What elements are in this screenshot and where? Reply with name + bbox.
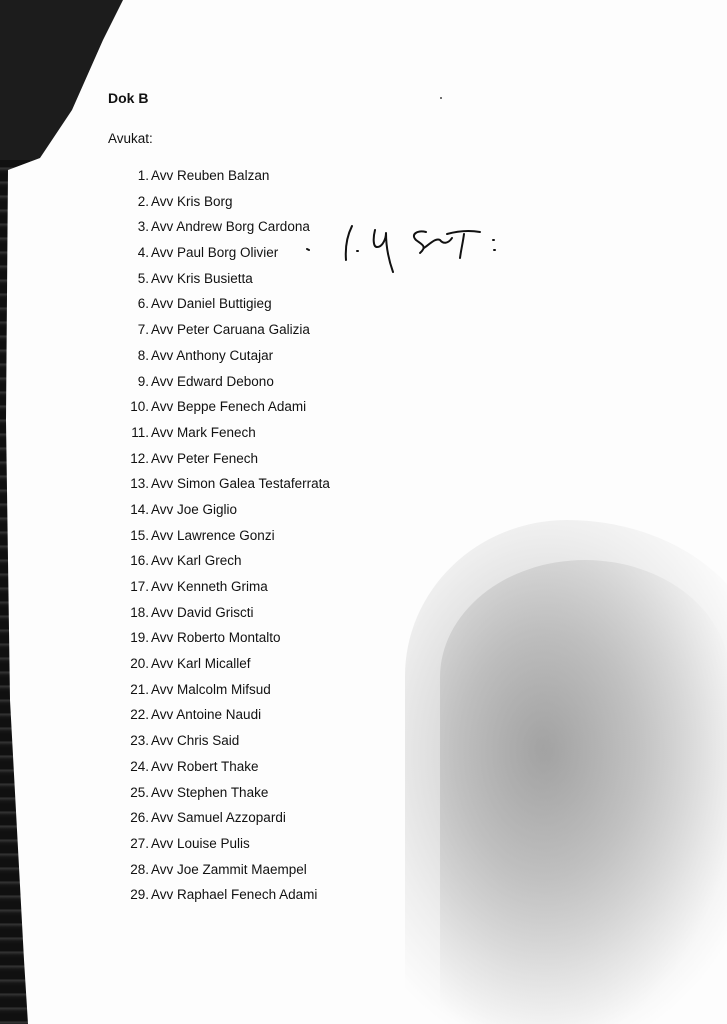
list-item bbox=[124, 731, 330, 757]
list-item-number: 29. bbox=[130, 887, 149, 903]
list-item bbox=[124, 346, 330, 372]
list-item-name: Avv Paul Borg Olivier bbox=[151, 245, 279, 261]
list-item-name: Avv Malcolm Mifsud bbox=[151, 681, 271, 697]
list-item bbox=[124, 885, 330, 911]
list-item bbox=[124, 577, 330, 603]
list-item bbox=[124, 243, 330, 269]
list-item-number: 11. bbox=[131, 424, 149, 440]
document-subheading: Avukat: bbox=[108, 131, 153, 146]
list-item-name: Avv Peter Caruana Galizia bbox=[151, 322, 310, 338]
list-item-number: 27. bbox=[130, 835, 149, 851]
handwritten-signature-icon bbox=[300, 214, 505, 274]
list-item bbox=[124, 551, 330, 577]
list-item-number: 28. bbox=[130, 861, 149, 877]
list-item bbox=[124, 474, 330, 500]
list-item-name: Avv Daniel Buttigieg bbox=[151, 296, 272, 312]
list-item-name: Avv Samuel Azzopardi bbox=[151, 810, 286, 826]
list-item-number: 8. bbox=[137, 347, 149, 363]
list-item bbox=[124, 294, 330, 320]
document-heading: Dok B bbox=[108, 90, 149, 106]
list-item bbox=[124, 449, 330, 475]
list-item bbox=[124, 654, 330, 680]
list-item-name: Avv Reuben Balzan bbox=[151, 168, 270, 183]
list-item-number: 12. bbox=[130, 450, 149, 466]
list-item-number: 17. bbox=[130, 579, 149, 594]
list-item bbox=[124, 705, 330, 731]
list-item-number: 4. bbox=[137, 245, 149, 261]
list-item-name: Avv Beppe Fenech Adami bbox=[151, 399, 307, 415]
list-item bbox=[124, 423, 330, 449]
list-item-name: Avv Kris Busietta bbox=[151, 270, 253, 286]
list-item bbox=[124, 834, 330, 860]
speck-mark bbox=[440, 97, 442, 99]
list-item-number: 3. bbox=[137, 219, 149, 235]
list-item-number: 13. bbox=[130, 476, 149, 492]
list-item-number: 25. bbox=[130, 784, 149, 800]
list-item-number: 18. bbox=[130, 604, 149, 620]
list-item-number: 7. bbox=[137, 322, 149, 338]
list-item-number: 24. bbox=[130, 758, 149, 774]
list-item-number: 5. bbox=[137, 270, 149, 286]
list-item bbox=[124, 372, 330, 398]
list-item-name: Avv Karl Micallef bbox=[151, 656, 251, 672]
list-item-name: Avv David Griscti bbox=[151, 604, 254, 620]
list-item-number: 1. bbox=[137, 168, 149, 183]
list-item bbox=[124, 526, 330, 552]
list-item-name: Avv Roberto Montalto bbox=[151, 630, 281, 646]
list-item-name: Avv Joe Zammit Maempel bbox=[151, 861, 307, 877]
list-item-number: 9. bbox=[137, 373, 149, 389]
list-item-number: 15. bbox=[130, 527, 149, 543]
list-item bbox=[124, 680, 330, 706]
list-item bbox=[124, 269, 330, 295]
list-item-name: Avv Lawrence Gonzi bbox=[151, 527, 275, 543]
list-item-name: Avv Anthony Cutajar bbox=[151, 347, 274, 363]
list-item-name: Avv Stephen Thake bbox=[151, 784, 269, 800]
list-item bbox=[124, 757, 330, 783]
list-item bbox=[124, 166, 330, 192]
list-item-name: Avv Kenneth Grima bbox=[151, 579, 268, 594]
list-item-name: Avv Mark Fenech bbox=[151, 424, 256, 440]
list-item-name: Avv Louise Pulis bbox=[151, 835, 250, 851]
list-item bbox=[124, 500, 330, 526]
list-item-name: Avv Joe Giglio bbox=[151, 501, 238, 517]
list-item bbox=[124, 217, 330, 243]
list-item-number: 26. bbox=[130, 810, 149, 826]
list-item-number: 2. bbox=[137, 193, 149, 209]
list-item-number: 14. bbox=[130, 501, 149, 517]
list-item-number: 16. bbox=[130, 553, 149, 569]
list-item-number: 10. bbox=[130, 399, 149, 415]
lawyer-list bbox=[124, 166, 330, 911]
list-item-name: Avv Peter Fenech bbox=[151, 450, 259, 466]
list-item-name: Avv Andrew Borg Cardona bbox=[151, 219, 310, 235]
list-item bbox=[124, 860, 330, 886]
list-item-name: Avv Antoine Naudi bbox=[151, 707, 262, 723]
list-item-name: Avv Kris Borg bbox=[151, 193, 233, 209]
list-item-number: 19. bbox=[130, 630, 149, 646]
list-item-number: 21. bbox=[130, 681, 149, 697]
list-item bbox=[124, 397, 330, 423]
list-item bbox=[124, 192, 330, 218]
list-item-number: 20. bbox=[130, 656, 149, 672]
list-item-name: Avv Edward Debono bbox=[151, 373, 274, 389]
list-item-number: 6. bbox=[137, 296, 149, 312]
list-item bbox=[124, 783, 330, 809]
list-item-name: Avv Robert Thake bbox=[151, 758, 259, 774]
list-item bbox=[124, 628, 330, 654]
list-item-number: 22. bbox=[130, 707, 149, 723]
list-item-name: Avv Chris Said bbox=[151, 733, 240, 749]
list-item-name: Avv Raphael Fenech Adami bbox=[151, 887, 318, 903]
list-item bbox=[124, 808, 330, 834]
list-item bbox=[124, 320, 330, 346]
list-item bbox=[124, 603, 330, 629]
list-item-name: Avv Simon Galea Testaferrata bbox=[151, 476, 330, 492]
list-item-name: Avv Karl Grech bbox=[151, 553, 242, 569]
list-item-number: 23. bbox=[130, 733, 149, 749]
